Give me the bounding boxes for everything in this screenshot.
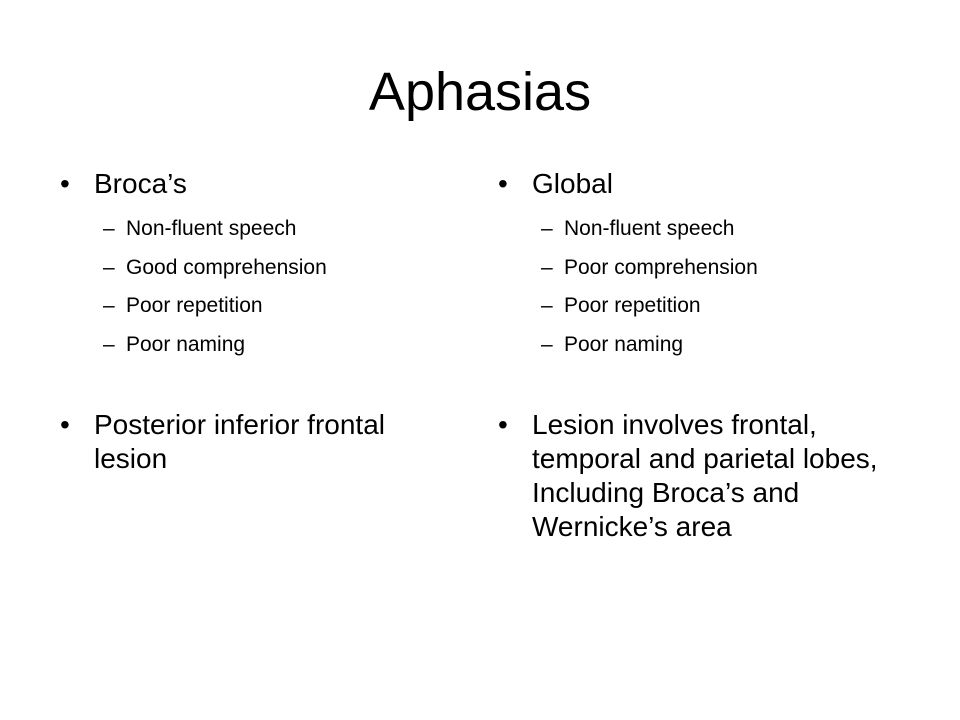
bullet-icon: •	[60, 168, 70, 199]
bullet-icon: •	[60, 408, 70, 440]
sub-item-text: Poor naming	[126, 332, 246, 356]
bullet-heading: Global	[532, 168, 613, 199]
sub-item-text: Poor repetition	[126, 294, 263, 317]
dash-icon: –	[103, 255, 115, 279]
sub-item-text: Non-fluent speech	[126, 217, 297, 240]
sub-item	[60, 333, 440, 357]
dash-icon: –	[103, 332, 115, 356]
sub-item-text: Non-fluent speech	[564, 217, 735, 240]
left-column	[60, 167, 440, 476]
bullet-global	[498, 167, 878, 201]
sub-item	[60, 217, 440, 241]
bullet-lesion-text: Lesion involves frontal, temporal and parietal lobes, Including Broca’s and Wernicke’s area	[532, 408, 878, 542]
sub-item-text: Poor comprehension	[564, 255, 758, 279]
sub-item	[60, 294, 440, 318]
dash-icon: –	[103, 217, 115, 240]
dash-icon: –	[541, 217, 553, 240]
sub-item-text: Poor repetition	[564, 294, 701, 317]
bullet-lesion-text: Posterior inferior frontal lesion	[94, 408, 386, 474]
dash-icon: –	[541, 294, 553, 317]
sub-item	[498, 256, 878, 280]
sub-list	[498, 217, 878, 357]
bullet-icon: •	[498, 408, 508, 440]
bullet-icon: •	[498, 168, 508, 199]
right-column	[498, 167, 878, 544]
dash-icon: –	[541, 332, 553, 356]
sub-item	[498, 294, 878, 318]
sub-list	[60, 217, 440, 357]
slide-title: Aphasias	[368, 62, 592, 122]
bullet-brocas	[60, 167, 440, 201]
sub-item	[498, 333, 878, 357]
bullet-lesion	[60, 408, 440, 476]
sub-item-text: Good comprehension	[126, 255, 327, 279]
bullet-heading: Broca’s	[94, 168, 187, 199]
bullet-lesion	[498, 408, 878, 544]
sub-item	[60, 256, 440, 280]
dash-icon: –	[541, 255, 553, 279]
dash-icon: –	[103, 294, 115, 317]
sub-item	[498, 217, 878, 241]
sub-item-text: Poor naming	[564, 332, 684, 356]
